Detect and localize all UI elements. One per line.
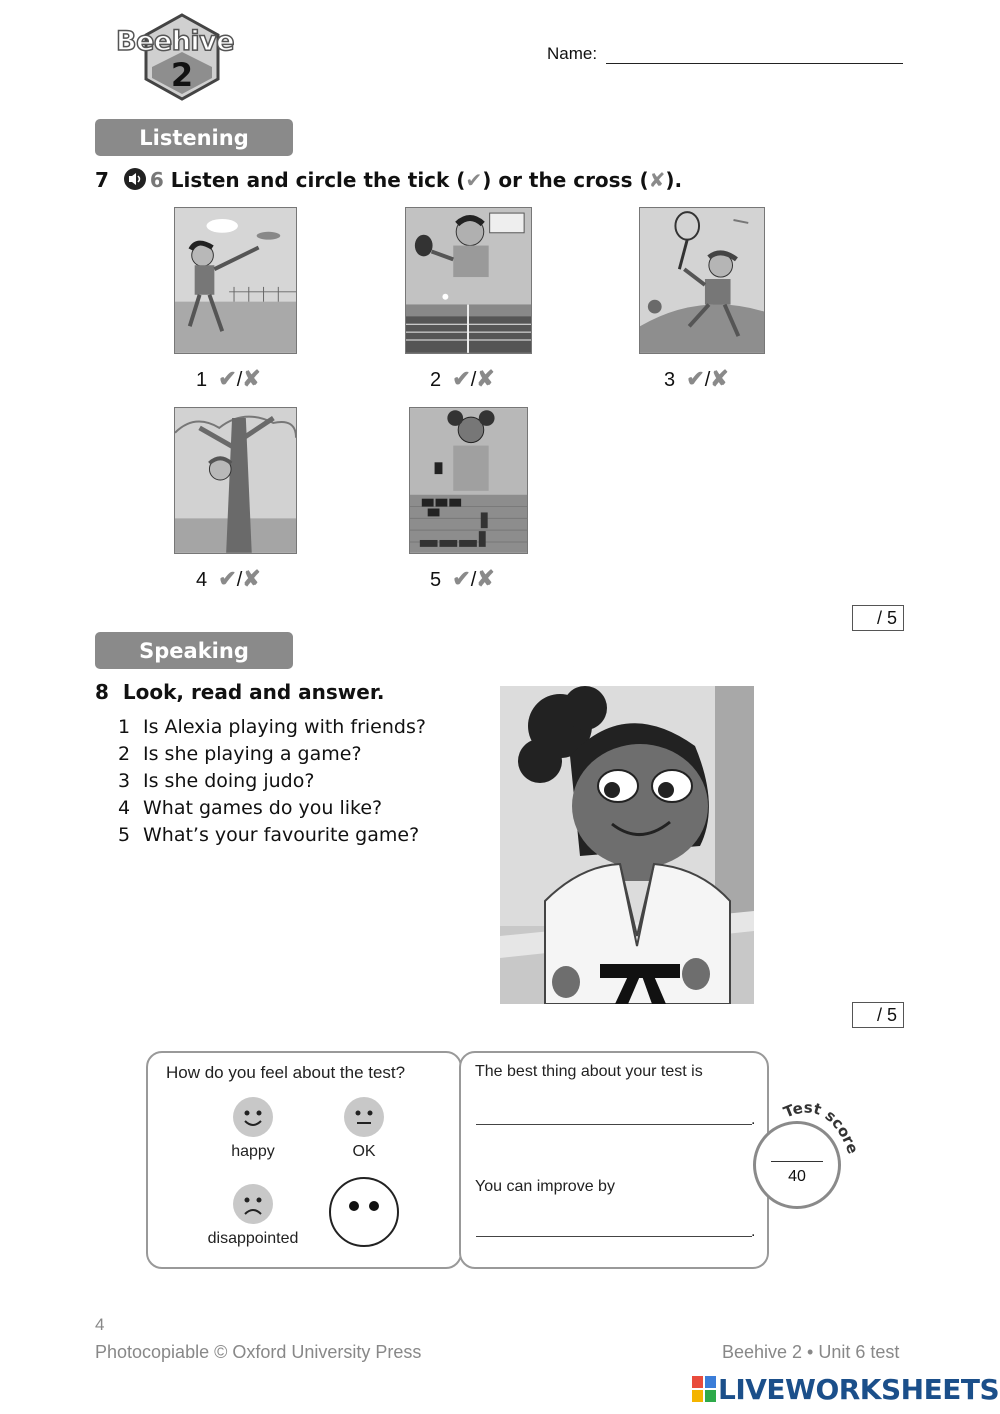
svg-text:Test score: Test score (780, 1098, 863, 1157)
happy-face-icon[interactable] (233, 1097, 273, 1137)
ok-label: OK (352, 1143, 376, 1160)
cross-icon[interactable]: ✘ (242, 566, 261, 591)
draw-your-face-icon[interactable] (329, 1177, 399, 1247)
answer-option-2[interactable]: 2 ✔/✘ (430, 366, 495, 391)
listening-instruction (95, 168, 682, 192)
listening-section-header: Listening (95, 119, 293, 156)
cross-icon[interactable]: ✘ (242, 366, 261, 391)
happy-label: happy (231, 1143, 275, 1160)
full-stop: . (751, 1111, 756, 1128)
picture-table-tennis (405, 207, 532, 354)
picture-badminton (639, 207, 765, 354)
answer-option-4[interactable]: 4 ✔/✘ (196, 566, 261, 591)
tick-icon[interactable]: ✔ (686, 366, 705, 391)
cross-icon: ✘ (648, 168, 666, 192)
list-item: 5 What’s your favourite game? (118, 824, 420, 846)
tick-icon[interactable]: ✔ (218, 566, 237, 591)
item-number: 2 (430, 369, 442, 391)
logo-word: Beehive (116, 26, 235, 57)
list-item: 2 Is she playing a game? (118, 743, 362, 765)
full-stop: . (751, 1223, 756, 1240)
list-item: 3 Is she doing judo? (118, 770, 315, 792)
cross-icon[interactable]: ✘ (476, 366, 495, 391)
tick-icon[interactable]: ✔ (452, 366, 471, 391)
instruction-end: ). (665, 168, 683, 192)
score-input-line[interactable] (771, 1161, 823, 1162)
list-item: 4 What games do you like? (118, 797, 383, 819)
item-number: 5 (430, 569, 442, 591)
beehive-logo (112, 12, 252, 104)
test-score-label (770, 1088, 870, 1178)
audio-speaker-icon[interactable] (124, 168, 146, 190)
page-number: 4 (95, 1315, 105, 1334)
question-number: 7 (95, 168, 109, 192)
liveworksheets-brand[interactable] (692, 1373, 999, 1406)
listening-score-box[interactable]: / 5 (852, 605, 904, 631)
picture-alexia-judo (500, 686, 754, 1004)
score-total: 40 (788, 1168, 806, 1185)
ok-face-icon[interactable] (344, 1097, 384, 1137)
unit-label: Beehive 2 • Unit 6 test (722, 1342, 900, 1362)
item-number: 3 (664, 369, 676, 391)
speaking-section-header: Speaking (95, 632, 293, 669)
instruction-mid: ) or the cross ( (482, 168, 649, 192)
tick-icon[interactable]: ✔ (452, 566, 471, 591)
name-input-line[interactable] (606, 63, 903, 64)
question-number: 8 (95, 680, 109, 704)
speaking-score-box[interactable]: / 5 (852, 1002, 904, 1028)
track-number: 6 (149, 168, 164, 192)
answer-option-1[interactable]: 1 ✔/✘ (196, 366, 261, 391)
picture-hide-and-seek (174, 407, 297, 554)
answer-option-3[interactable]: 3 ✔/✘ (664, 366, 729, 391)
tick-icon: ✔ (465, 168, 483, 192)
speaking-question-list (118, 714, 426, 849)
list-item: 1 Is Alexia playing with friends? (118, 716, 426, 738)
instruction-text: Look, read and answer. (122, 680, 385, 704)
instruction-start: Listen and circle the tick ( (170, 168, 466, 192)
improve-label: You can improve by (475, 1178, 615, 1195)
best-thing-line[interactable] (476, 1124, 752, 1125)
disappointed-label: disappointed (207, 1230, 299, 1247)
picture-frisbee (174, 207, 297, 354)
cross-icon[interactable]: ✘ (476, 566, 495, 591)
brand-text: LIVEWORKSHEETS (718, 1373, 1000, 1406)
answer-option-5[interactable]: 5 ✔/✘ (430, 566, 495, 591)
tick-icon[interactable]: ✔ (218, 366, 237, 391)
best-thing-label: The best thing about your test is (475, 1063, 703, 1080)
logo-number: 2 (170, 56, 194, 94)
copyright-text: Photocopiable © Oxford University Press (95, 1342, 422, 1362)
improve-line[interactable] (476, 1236, 752, 1237)
name-label: Name: (547, 44, 598, 63)
speaking-instruction (95, 680, 384, 704)
item-number: 4 (196, 569, 208, 591)
disappointed-face-icon[interactable] (233, 1184, 273, 1224)
feelings-title: How do you feel about the test? (166, 1063, 406, 1082)
cross-icon[interactable]: ✘ (710, 366, 729, 391)
picture-dominoes (409, 407, 528, 554)
liveworksheets-logo-icon (692, 1376, 716, 1402)
item-number: 1 (196, 369, 208, 391)
